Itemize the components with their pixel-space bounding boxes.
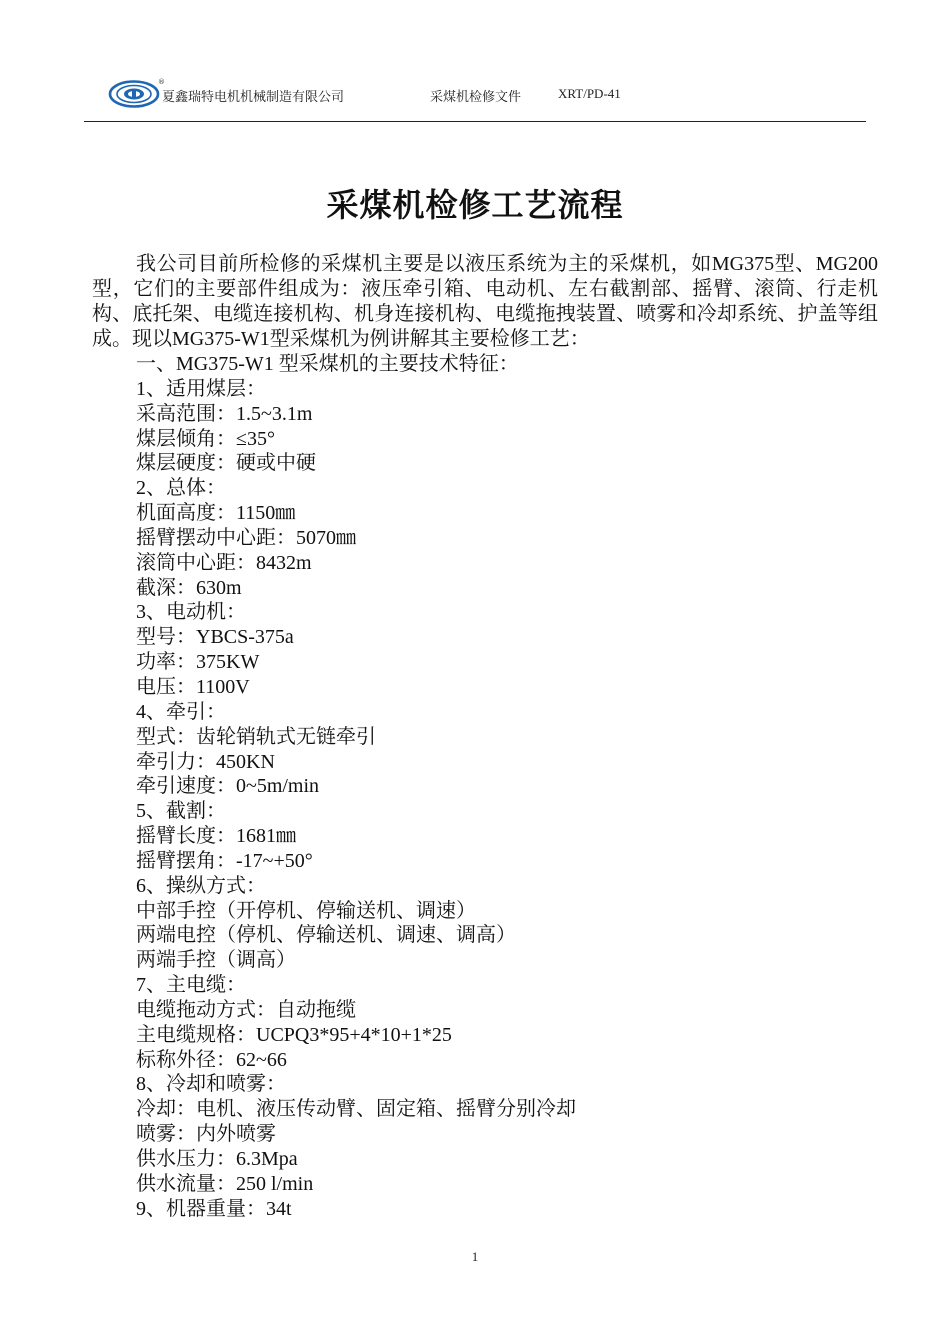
spec-line: 摇臂摆角：-17~+50° [136, 849, 313, 872]
spec-line: 型式：齿轮销轨式无链牵引 [136, 725, 376, 748]
spec-line: 冷却：电机、液压传动臂、固定箱、摇臂分别冷却 [136, 1098, 576, 1121]
spec-line: 供水流量：250 l/min [136, 1172, 314, 1195]
spec-line: 两端电控（停机、停输送机、调速、调高） [136, 924, 516, 947]
spec-line: 采高范围：1.5~3.1m [136, 402, 313, 425]
spec-line: 型号：YBCS-375a [136, 626, 294, 649]
spec-section-heading: 1、适用煤层： [136, 377, 266, 400]
spec-line: 功率：375KW [136, 651, 260, 674]
spec-section-heading: 9、机器重量：34t [136, 1197, 292, 1220]
document-code: XRT/PD-41 [558, 86, 621, 101]
spec-line: 滚筒中心距：8432m [136, 551, 312, 574]
registered-mark: ® [158, 78, 165, 86]
spec-line: 电缆拖动方式：自动拖缆 [136, 998, 356, 1021]
spec-line: 煤层硬度：硬或中硬 [136, 452, 316, 475]
spec-line: 电压：1100V [136, 675, 250, 698]
spec-line: 供水压力：6.3Mpa [136, 1148, 298, 1170]
document-type: 采煤机检修文件 [430, 90, 522, 105]
spec-section-heading: 5、截割： [136, 800, 226, 823]
spec-line: 两端手控（调高） [136, 949, 296, 972]
spec-section-heading: 6、操纵方式： [136, 874, 266, 897]
spec-heading: 一、MG375-W1 型采煤机的主要技术特征： [136, 353, 519, 375]
spec-line: 机面高度：1150㎜ [136, 502, 296, 525]
page-title: 采煤机检修工艺流程 [326, 186, 624, 224]
intro-paragraph: 我公司目前所检修的采煤机主要是以液压系统为主的采煤机，如MG375型、MG200型，它们的主要部件组成为：液压牵引箱、电动机、左右截割部、摇臂、滚筒、行走机构、底托架、电缆连接机构、机身连接机构、电缆拖拽装置、喷雾和冷却系统、护盖等组成。现以MG375-W1型采煤机为例讲解其主要检修工艺： [92, 253, 878, 350]
spec-section-heading: 8、冷却和喷雾： [136, 1073, 286, 1096]
spec-line: 摇臂摆动中心距：5070㎜ [136, 526, 356, 549]
spec-line: 喷雾：内外喷雾 [136, 1123, 276, 1146]
header-divider [84, 121, 866, 122]
spec-line: 摇臂长度：1681㎜ [136, 825, 296, 848]
spec-line: 中部手控（开停机、停输送机、调速） [136, 899, 476, 922]
spec-section-heading: 2、总体： [136, 477, 226, 500]
spec-line: 标称外径：62~66 [136, 1048, 287, 1071]
spec-line: 截深：630m [136, 576, 242, 599]
spec-section-heading: 3、电动机： [136, 601, 246, 624]
company-name: 夏鑫瑞特电机机械制造有限公司 [162, 90, 345, 105]
spec-line: 牵引力：450KN [136, 750, 275, 773]
spec-line: 煤层倾角：≤35° [136, 427, 275, 450]
page-header [84, 74, 866, 122]
spec-line: 牵引速度：0~5m/min [136, 775, 320, 798]
spec-section-heading: 4、牵引： [136, 700, 226, 723]
spec-list [136, 352, 876, 1222]
company-logo-icon [108, 80, 160, 108]
spec-line: 主电缆规格：UCPQ3*95+4*10+1*25 [136, 1023, 452, 1046]
page-number: 1 [471, 1249, 479, 1264]
spec-section-heading: 7、主电缆： [136, 974, 246, 997]
